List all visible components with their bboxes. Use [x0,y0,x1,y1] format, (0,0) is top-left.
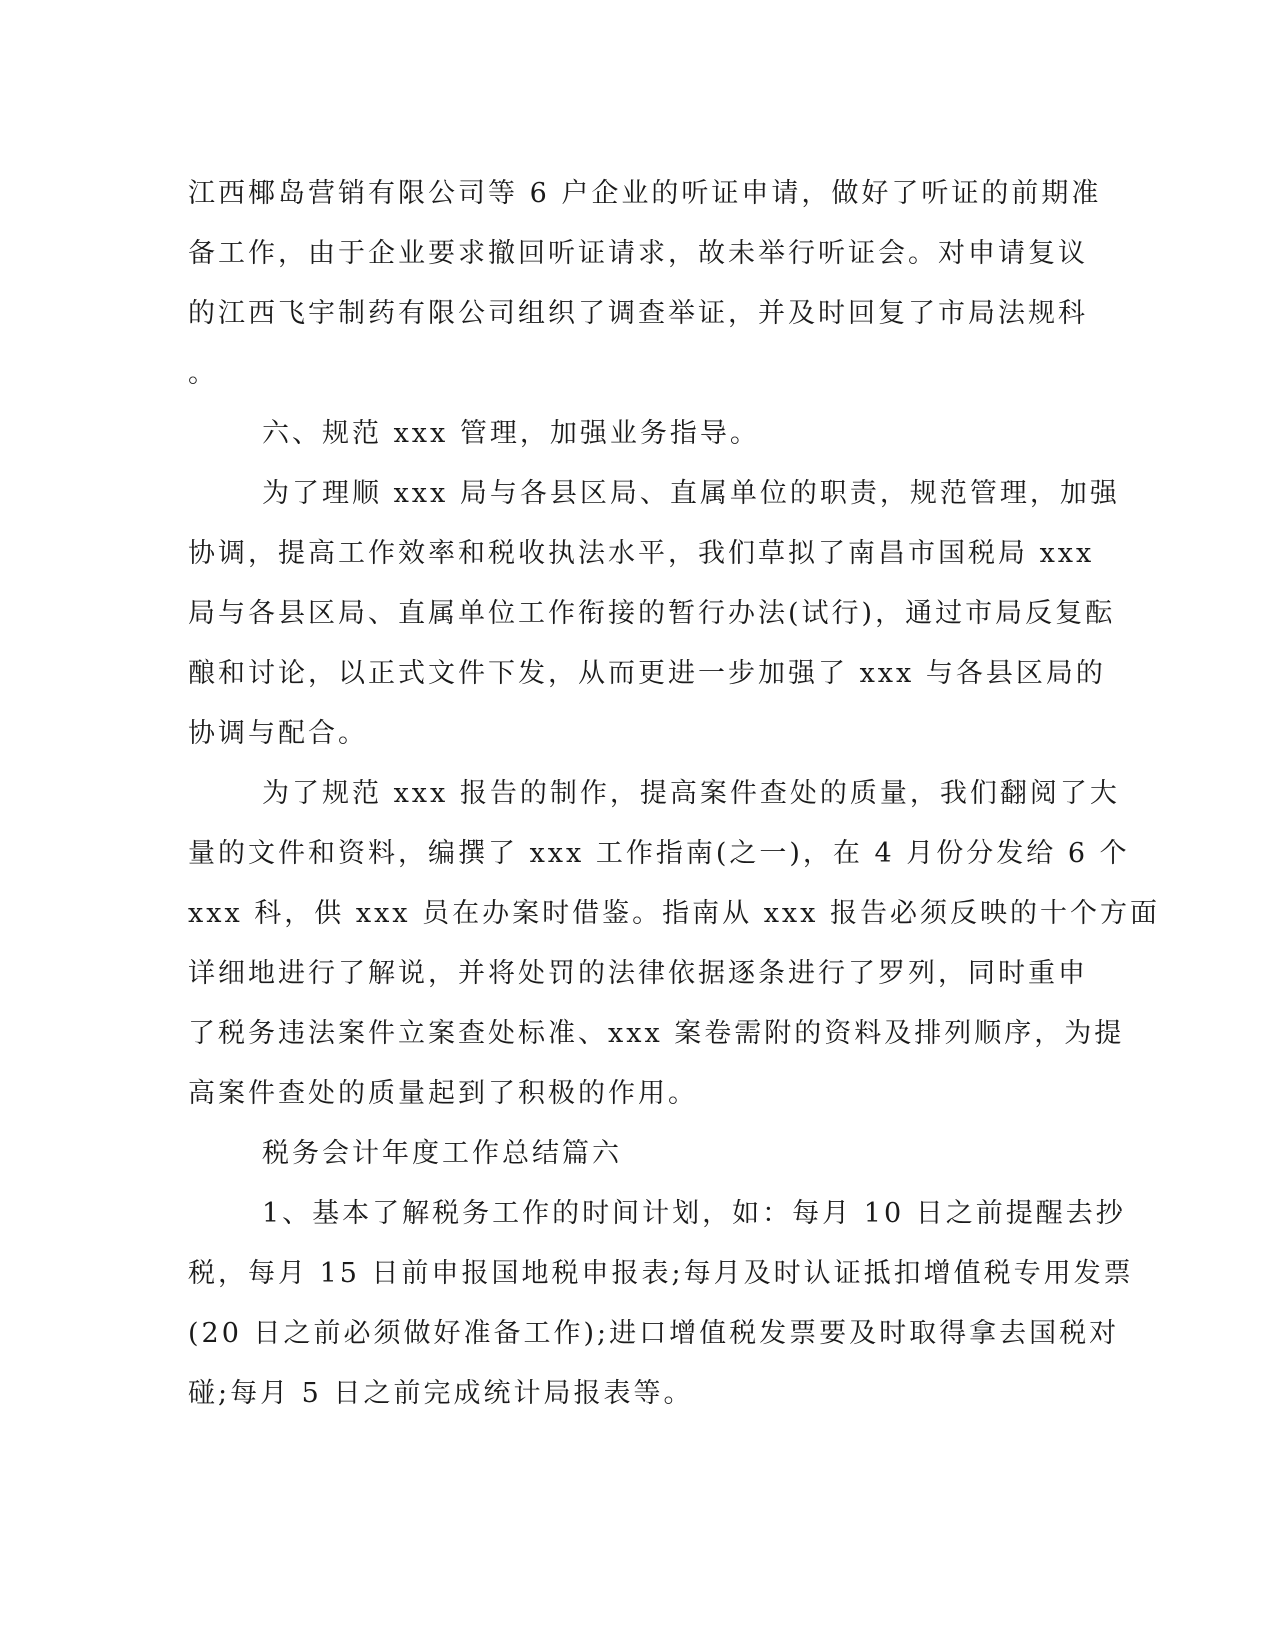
text-line: 税，每月 15 日前申报国地税申报表;每月及时认证抵扣增值税专用发票 [188,1258,1134,1289]
text-line: 1、基本了解税务工作的时间计划，如：每月 10 日之前提醒去抄 [262,1198,1126,1229]
text-line: 详细地进行了解说，并将处罚的法律依据逐条进行了罗列，同时重申 [188,958,1088,989]
section-title: 税务会计年度工作总结篇六 [262,1138,622,1169]
text-line: 江西椰岛营销有限公司等 6 户企业的听证申请，做好了听证的前期准 [188,178,1102,209]
text-line: 的江西飞宇制药有限公司组织了调查举证，并及时回复了市局法规科 [188,298,1088,329]
text-line: 了税务违法案件立案查处标准、xxx 案卷需附的资料及排列顺序，为提 [188,1018,1125,1049]
text-line: 。 [188,358,218,389]
text-line: 为了规范 xxx 报告的制作，提高案件查处的质量，我们翻阅了大 [262,778,1120,809]
section-heading: 六、规范 xxx 管理，加强业务指导。 [262,418,760,449]
text-line: 备工作，由于企业要求撤回听证请求，故未举行听证会。对申请复议 [188,238,1088,269]
text-line: 局与各县区局、直属单位工作衔接的暂行办法(试行)，通过市局反复酝 [188,598,1116,629]
text-line: (20 日之前必须做好准备工作);进口增值税发票要及时取得拿去国税对 [188,1318,1120,1349]
text-line: 碰;每月 5 日之前完成统计局报表等。 [188,1378,694,1409]
text-line: 为了理顺 xxx 局与各县区局、直属单位的职责，规范管理，加强 [262,478,1120,509]
text-line: 协调，提高工作效率和税收执法水平，我们草拟了南昌市国税局 xxx [188,538,1095,569]
text-line: 协调与配合。 [188,718,368,749]
text-line: 量的文件和资料，编撰了 xxx 工作指南(之一)，在 4 月份分发给 6 个 [188,838,1130,869]
text-line: 高案件查处的质量起到了积极的作用。 [188,1078,698,1109]
document-body [188,164,1160,1424]
text-line: 酿和讨论，以正式文件下发，从而更进一步加强了 xxx 与各县区局的 [188,658,1106,689]
text-line: xxx 科，供 xxx 员在办案时借鉴。指南从 xxx 报告必须反映的十个方面 [188,898,1160,929]
